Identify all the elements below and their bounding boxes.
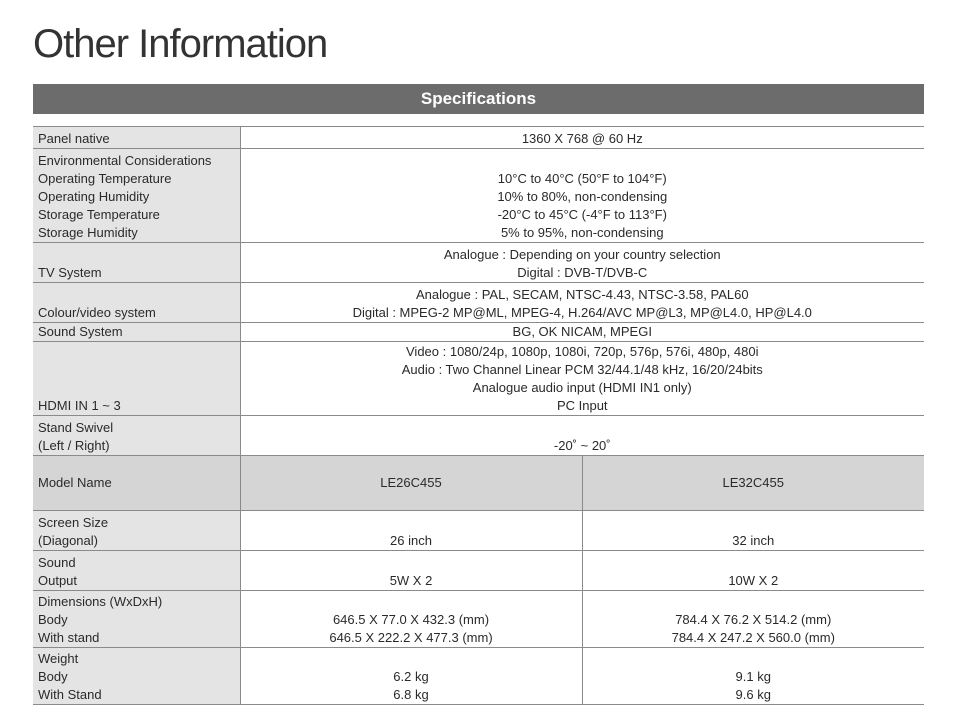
table-row [33, 342, 924, 416]
spec-label-line: Body [38, 669, 68, 684]
spec-label-line: Operating Temperature [38, 171, 172, 186]
spec-value-model-a-line: 6.2 kg [393, 669, 429, 684]
spec-label-line: Screen Size [38, 515, 109, 530]
table-row [33, 591, 924, 648]
spec-value-model-b-line: 32 inch [732, 533, 775, 548]
spec-value-line: 5% to 95%, non-condensing [500, 225, 664, 240]
spec-label-line: Environmental Considerations [38, 153, 212, 168]
spec-value-model-b [582, 648, 924, 705]
spec-label [33, 511, 240, 551]
spec-value-line: -20°C to 45°C (-4°F to 113°F) [497, 207, 667, 222]
spec-value [240, 342, 924, 416]
spec-value-line: Digital : MPEG-2 MP@ML, MPEG-4, H.264/AVC MP@L3, MP@L4.0, HP@L4.0 [352, 305, 812, 320]
spec-value-model-b-line: 784.4 X 247.2 X 560.0 (mm) [671, 630, 835, 645]
spec-value-line: 10% to 80%, non-condensing [497, 189, 668, 204]
spec-value [240, 127, 924, 149]
spec-label-line: HDMI IN 1 ~ 3 [38, 398, 121, 413]
table-row [33, 648, 924, 705]
spec-value-model-a [240, 551, 582, 591]
spec-value-model-b-line: 10W X 2 [728, 573, 779, 588]
spec-value-line: Audio : Two Channel Linear PCM 32/44.1/48 kHz, 16/20/24bits [401, 362, 763, 377]
spec-label-line: With stand [38, 630, 100, 645]
spec-label [33, 591, 240, 648]
spec-value-line: Analogue : Depending on your country selection [443, 247, 721, 262]
spec-value-model-a-line: 646.5 X 222.2 X 477.3 (mm) [329, 630, 493, 645]
spec-label [33, 342, 240, 416]
table-row [33, 551, 924, 591]
spec-label [33, 648, 240, 705]
spec-value [240, 283, 924, 323]
spec-label-line: TV System [38, 265, 102, 280]
model-name-a-line: LE26C455 [380, 475, 442, 490]
spec-value-model-a [240, 648, 582, 705]
spec-value-line: 10°C to 40°C (50°F to 104°F) [497, 171, 667, 186]
spec-label-line: Panel native [38, 131, 110, 146]
specifications-table [33, 126, 924, 705]
spec-value-line: Analogue audio input (HDMI IN1 only) [472, 380, 692, 395]
spec-value-model-b [582, 511, 924, 551]
spec-label [33, 551, 240, 591]
spec-value-line: 1360 X 768 @ 60 Hz [521, 131, 643, 146]
table-row [33, 323, 924, 342]
spec-label-line: Storage Humidity [38, 225, 138, 240]
spec-value-line: Analogue : PAL, SECAM, NTSC-4.43, NTSC-3.58, PAL60 [415, 287, 749, 302]
spec-value-model-a [240, 591, 582, 648]
spec-value-model-b-line: 9.6 kg [735, 687, 771, 702]
model-name-label-line: Model Name [38, 475, 112, 490]
spec-value-model-a-line: 5W X 2 [389, 573, 433, 588]
model-name-b-line: LE32C455 [722, 475, 784, 490]
spec-label-line: Sound [38, 555, 76, 570]
spec-value-line: Video : 1080/24p, 1080p, 1080i, 720p, 576p, 576i, 480p, 480i [406, 344, 759, 359]
spec-label-line: Colour/video system [38, 305, 156, 320]
spec-label-line: (Left / Right) [38, 438, 110, 453]
spec-label-line: With Stand [38, 687, 102, 702]
spec-label-line: Operating Humidity [38, 189, 150, 204]
spec-value [240, 323, 924, 342]
spec-value-model-b [582, 551, 924, 591]
spec-label [33, 127, 240, 149]
spec-value-model-b [582, 591, 924, 648]
spec-value [240, 416, 924, 456]
spec-value-model-a-line: 26 inch [390, 533, 432, 548]
spec-label-line: Weight [38, 651, 79, 666]
spec-label-line: (Diagonal) [38, 533, 98, 548]
spec-label-line: Sound System [38, 324, 123, 339]
spec-value [240, 149, 924, 243]
spec-label [33, 149, 240, 243]
model-name-b [582, 456, 924, 511]
table-row [33, 127, 924, 149]
spec-value-model-b-line: 784.4 X 76.2 X 514.2 (mm) [675, 612, 832, 627]
spec-label-line: Dimensions (WxDxH) [38, 594, 163, 609]
table-row [33, 149, 924, 243]
page-title: Other Information [33, 22, 328, 66]
table-row [33, 243, 924, 283]
spec-value-line: Digital : DVB-T/DVB-C [517, 265, 648, 280]
spec-label [33, 323, 240, 342]
spec-value-model-b-line: 9.1 kg [735, 669, 771, 684]
table-row [33, 416, 924, 456]
spec-value [240, 243, 924, 283]
spec-value-model-a-line: 646.5 X 77.0 X 432.3 (mm) [332, 612, 490, 627]
spec-value-line: -20˚ ~ 20˚ [553, 438, 611, 453]
table-row [33, 511, 924, 551]
spec-label [33, 283, 240, 323]
spec-label-line: Body [38, 612, 68, 627]
spec-label [33, 243, 240, 283]
spec-label [33, 416, 240, 456]
model-name-a [240, 456, 582, 511]
spec-value-line: PC Input [556, 398, 608, 413]
model-name-label [33, 456, 240, 511]
spec-value-model-a-line: 6.8 kg [393, 687, 429, 702]
spec-label-line: Output [38, 573, 78, 588]
spec-value-line: BG, OK NICAM, MPEGI [512, 324, 652, 339]
model-name-row [33, 456, 924, 511]
spec-label-line: Stand Swivel [38, 420, 114, 435]
spec-value-model-a [240, 511, 582, 551]
table-row [33, 283, 924, 323]
spec-label-line: Storage Temperature [38, 207, 160, 222]
specifications-header: Specifications [33, 84, 924, 114]
